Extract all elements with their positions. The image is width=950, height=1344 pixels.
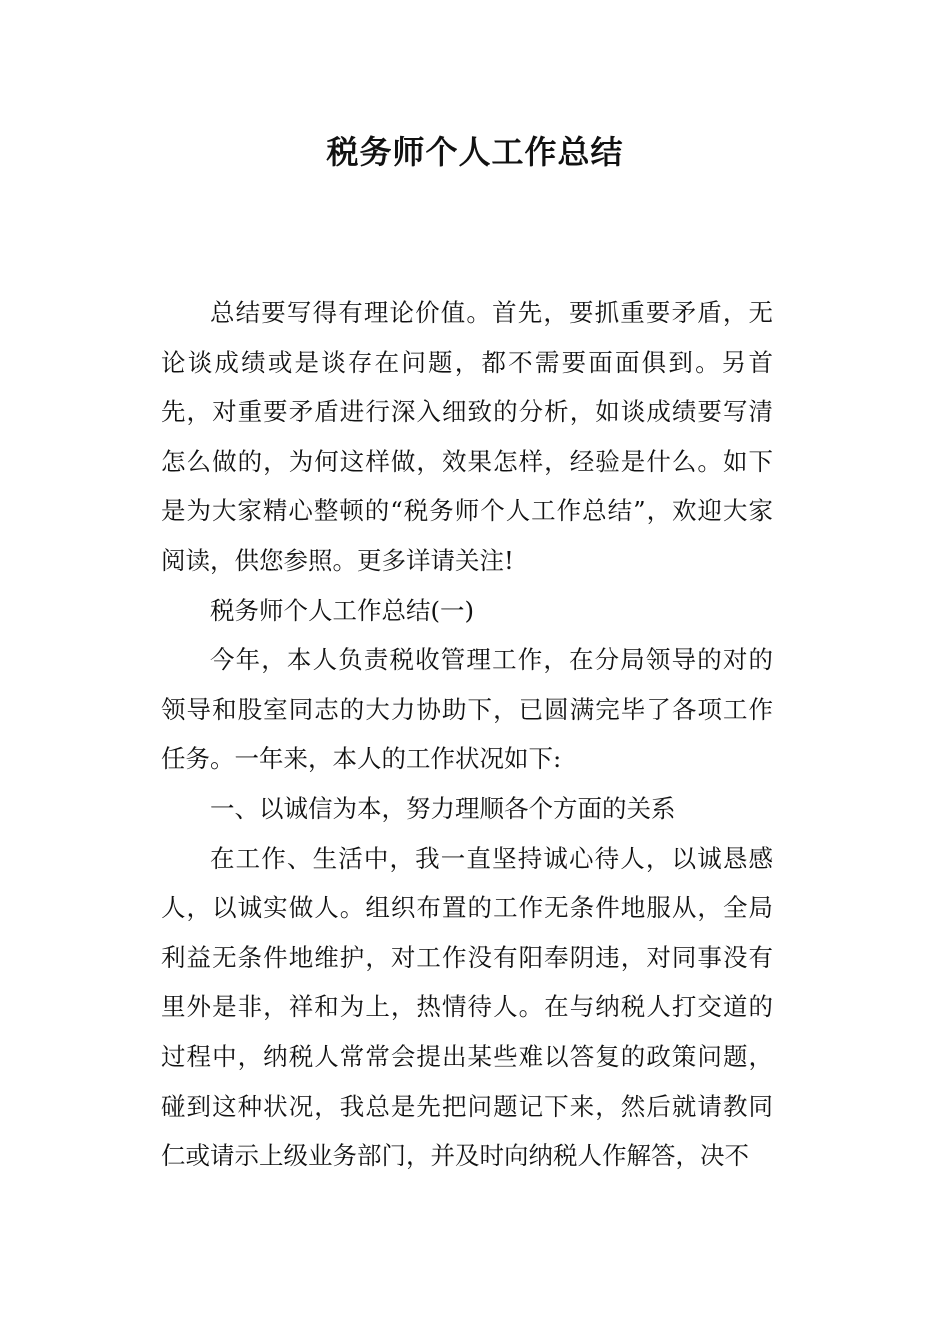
subsection-heading: 一、以诚信为本，努力理顺各个方面的关系 (210, 793, 676, 823)
body-paragraph: 今年，本人负责税收管理工作，在分局领导的对的领导和股室同志的大力协助下，已圆满完毕了各项工作任务。一年来，本人的工作状况如下: (161, 645, 773, 774)
section-heading: 税务师个人工作总结(一) (210, 595, 475, 625)
document-title: 税务师个人工作总结 (326, 133, 624, 171)
intro-paragraph: 总结要写得有理论价值。首先，要抓重要矛盾，无论谈成绩或是谈存在问题，都不需要面面俱到。另首先，对重要矛盾进行深入细致的分析，如谈成绩要写清怎么做的，为何这样做，效果怎样，经验是什么。如下是为大家精心整顿的“税务师个人工作总结”，欢迎大家阅读，供您参照。更多详请关注! (161, 298, 773, 575)
body-paragraph: 在工作、生活中，我一直坚持诚心待人，以诚恳感人，以诚实做人。组织布置的工作无条件地服从，全局利益无条件地维护，对工作没有阳奉阴违，对同事没有里外是非，祥和为上，热情待人。在与纳税人打交道的过程中，纳税人常常会提出某些难以答复的政策问题，碰到这种状况，我总是先把问题记下来，然后就请教同仁或请示上级业务部门，并及时向纳税人作解答，决不 (161, 843, 773, 1171)
document-body (161, 288, 773, 1181)
